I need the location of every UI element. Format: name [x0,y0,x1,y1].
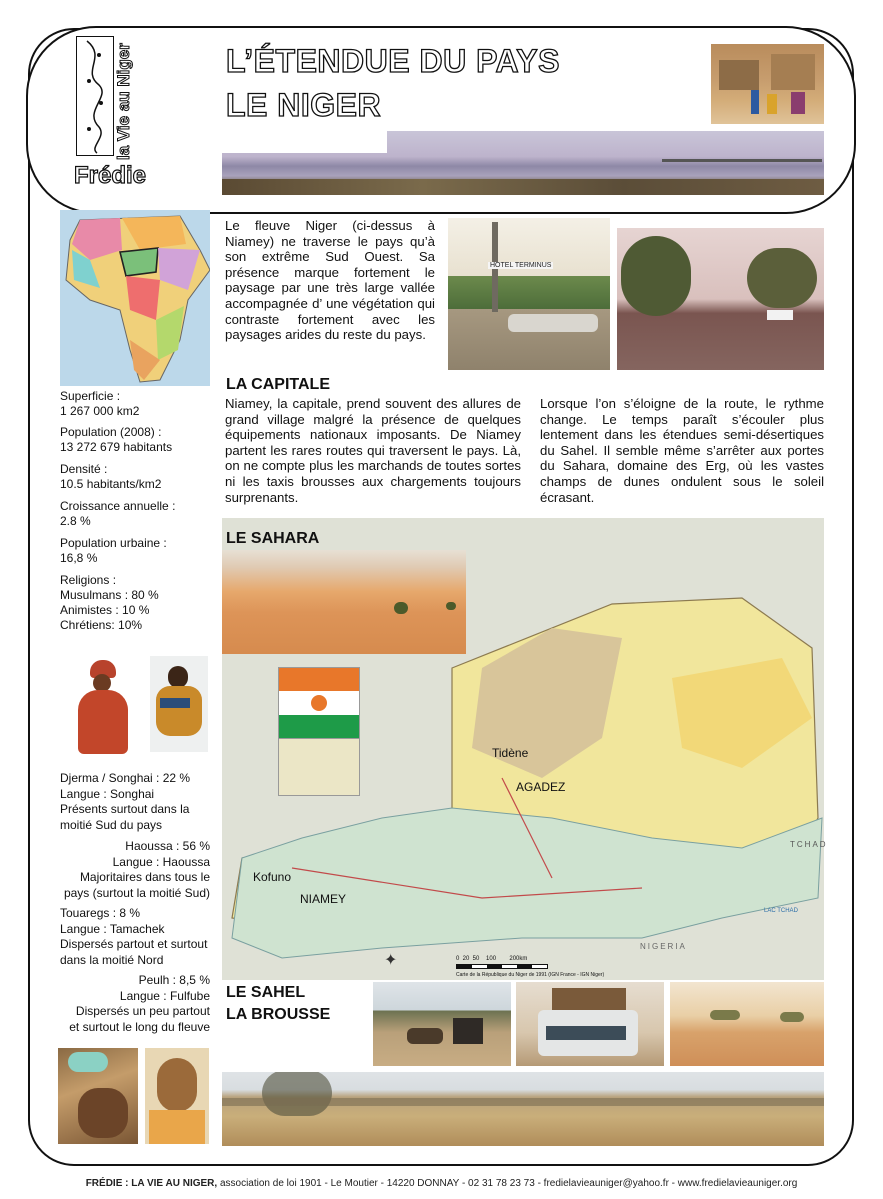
logo [76,36,146,200]
logo-name: Frédie [74,162,147,189]
map-label-kofuno: Kofuno [253,870,292,884]
ethnic-line: Présents surtout dans la [60,802,190,817]
ethnic-line: et surtout le long du fleuve [69,1019,210,1034]
map-label-lac-tchad: LAC TCHAD [764,908,798,914]
africa-map [60,210,210,386]
child-photo [150,656,208,752]
stat-value: 13 272 679 habitants [60,440,173,454]
ethnic-line: Langue : Songhai [60,786,155,801]
ethnic-line: Dispersés un peu partout [75,1004,210,1019]
stat-value: 2.8 % [60,514,91,528]
ethnic-djerma [60,771,190,833]
ethnic-touaregs [60,906,207,968]
map-scale: 0 20 50 100 200km [456,956,528,962]
stat-label: Population urbaine : [60,536,167,550]
stat-value: 16,8 % [60,551,98,565]
religion-item: Musulmans : 80 % [60,588,159,602]
niger-flag [278,667,360,739]
cart-photo [373,982,511,1066]
ethnic-line: Langue : Haoussa [112,854,210,869]
inset-map [278,738,360,796]
ethnic-line: Langue : Tamachek [60,921,165,936]
ethnic-line: Dispersés partout et surtout [60,937,208,952]
paragraph-capitale: Niamey, la capitale, prend souvent des allures de grand village malgré la présence de quelques équipements nationaux imposants. De Niamey partent les rares routes qui traversent le pays. Là, on ne compte plus les marchands de toutes sortes ni les taxis brousses aux chargements toujours surprenants. [225,396,521,505]
map-label-tchad: TCHAD [790,840,828,849]
stat-religions [60,573,159,633]
stat-label: Densité : [60,462,108,476]
sahara-dunes-photo [222,550,466,654]
stat-croissance [60,499,175,529]
religion-item: Animistes : 10 % [60,603,150,617]
stat-value: 10.5 habitants/km2 [60,477,162,491]
ethnic-peulh [50,973,210,1035]
religion-item: Chrétiens: 10% [60,618,143,632]
stat-population [60,425,172,455]
ethnic-line: Haoussa : 56 % [125,839,210,853]
page-subtitle: LE NIGER [226,87,382,123]
brousse-panorama [222,1072,824,1146]
ethnic-line: Langue : Fulfube [119,988,210,1003]
stat-label: Croissance annuelle : [60,499,176,513]
page-title: L’ÉTENDUE DU PAYS [226,43,560,79]
sahel-field-photo [670,982,824,1066]
map-scale-bar [456,964,548,969]
stat-value: 1 267 000 km2 [60,404,140,418]
footer-address: association de loi 1901 - Le Moutier - 14220 DONNAY - 02 31 78 23 73 - fredielavieauniger@yahoo.fr - www.fredielavieauniger.org [217,1178,798,1189]
ethnic-line: moitié Sud du pays [60,817,163,832]
road-photo [617,228,824,370]
hotel-sign: HOTEL TERMINUS [490,262,552,269]
section-heading-sahel: LE SAHEL [226,984,306,1001]
ethnic-line: Djerma / Songhai : 22 % [60,771,191,785]
stat-label: Religions : [60,573,117,587]
footer-org: FRÉDIE : LA VIE AU NIGER, [85,1178,218,1189]
section-heading-brousse: LA BROUSSE [226,1006,331,1023]
compass-icon: ✦ [384,952,398,969]
section-heading-sahara: LE SAHARA [226,530,320,547]
ethnic-line: Touaregs : 8 % [60,906,141,920]
village-photo [711,44,824,124]
map-credit: Carte de la République du Niger de 1991 (IGN France - IGN Niger) [456,972,605,978]
river-panorama [222,131,824,195]
map-label-niamey: NIAMEY [300,892,347,906]
ethnic-haoussa [50,839,210,901]
stat-superficie [60,389,139,419]
ethnic-line: Majoritaires dans tous le [79,870,210,885]
mother-child-photo [58,1048,138,1144]
bush-taxi-photo [516,982,664,1066]
logo-figure [76,36,114,156]
paragraph-route: Lorsque l’on s’éloigne de la route, le rythme change. Le temps paraît s’écouler plus lentement dans les étendues semi-désertiques du Sahel. Il semble même s’arrêter aux portes du Sahara, domaine des Erg, où les vastes champs de dunes ondulent sous le soleil écrasant. [540,396,824,505]
stat-label: Superficie : [60,389,121,403]
stat-label: Population (2008) : [60,425,162,439]
stat-densite [60,462,161,492]
map-label-nigeria: NIGERIA [640,942,687,951]
ethnic-line: Peulh : 8,5 % [138,973,210,987]
ethnic-line: pays (surtout la moitié Sud) [63,885,210,900]
map-label-tidene: Tidène [492,746,529,760]
hotel-terminus-photo [448,218,610,370]
map-label-agadez: AGADEZ [516,780,566,794]
paragraph-fleuve: Le fleuve Niger (ci-dessus à Niamey) ne traverse le pays qu’à son extrême Sud Ouest. Sa présence marque fortement le paysage par une très large vallée accompagnée d’ une végétation qui contraste fortement avec les paysages arides du reste du pays. [225,218,435,343]
logo-vertical-text: la Vie au Niger [114,43,133,160]
section-heading-capitale: LA CAPITALE [226,376,330,393]
ethnic-line: dans la moitié Nord [60,952,164,967]
peulh-man-photo [145,1048,209,1144]
stat-population-urbaine [60,536,167,566]
footer [0,1178,883,1189]
woman-photo [72,656,134,756]
